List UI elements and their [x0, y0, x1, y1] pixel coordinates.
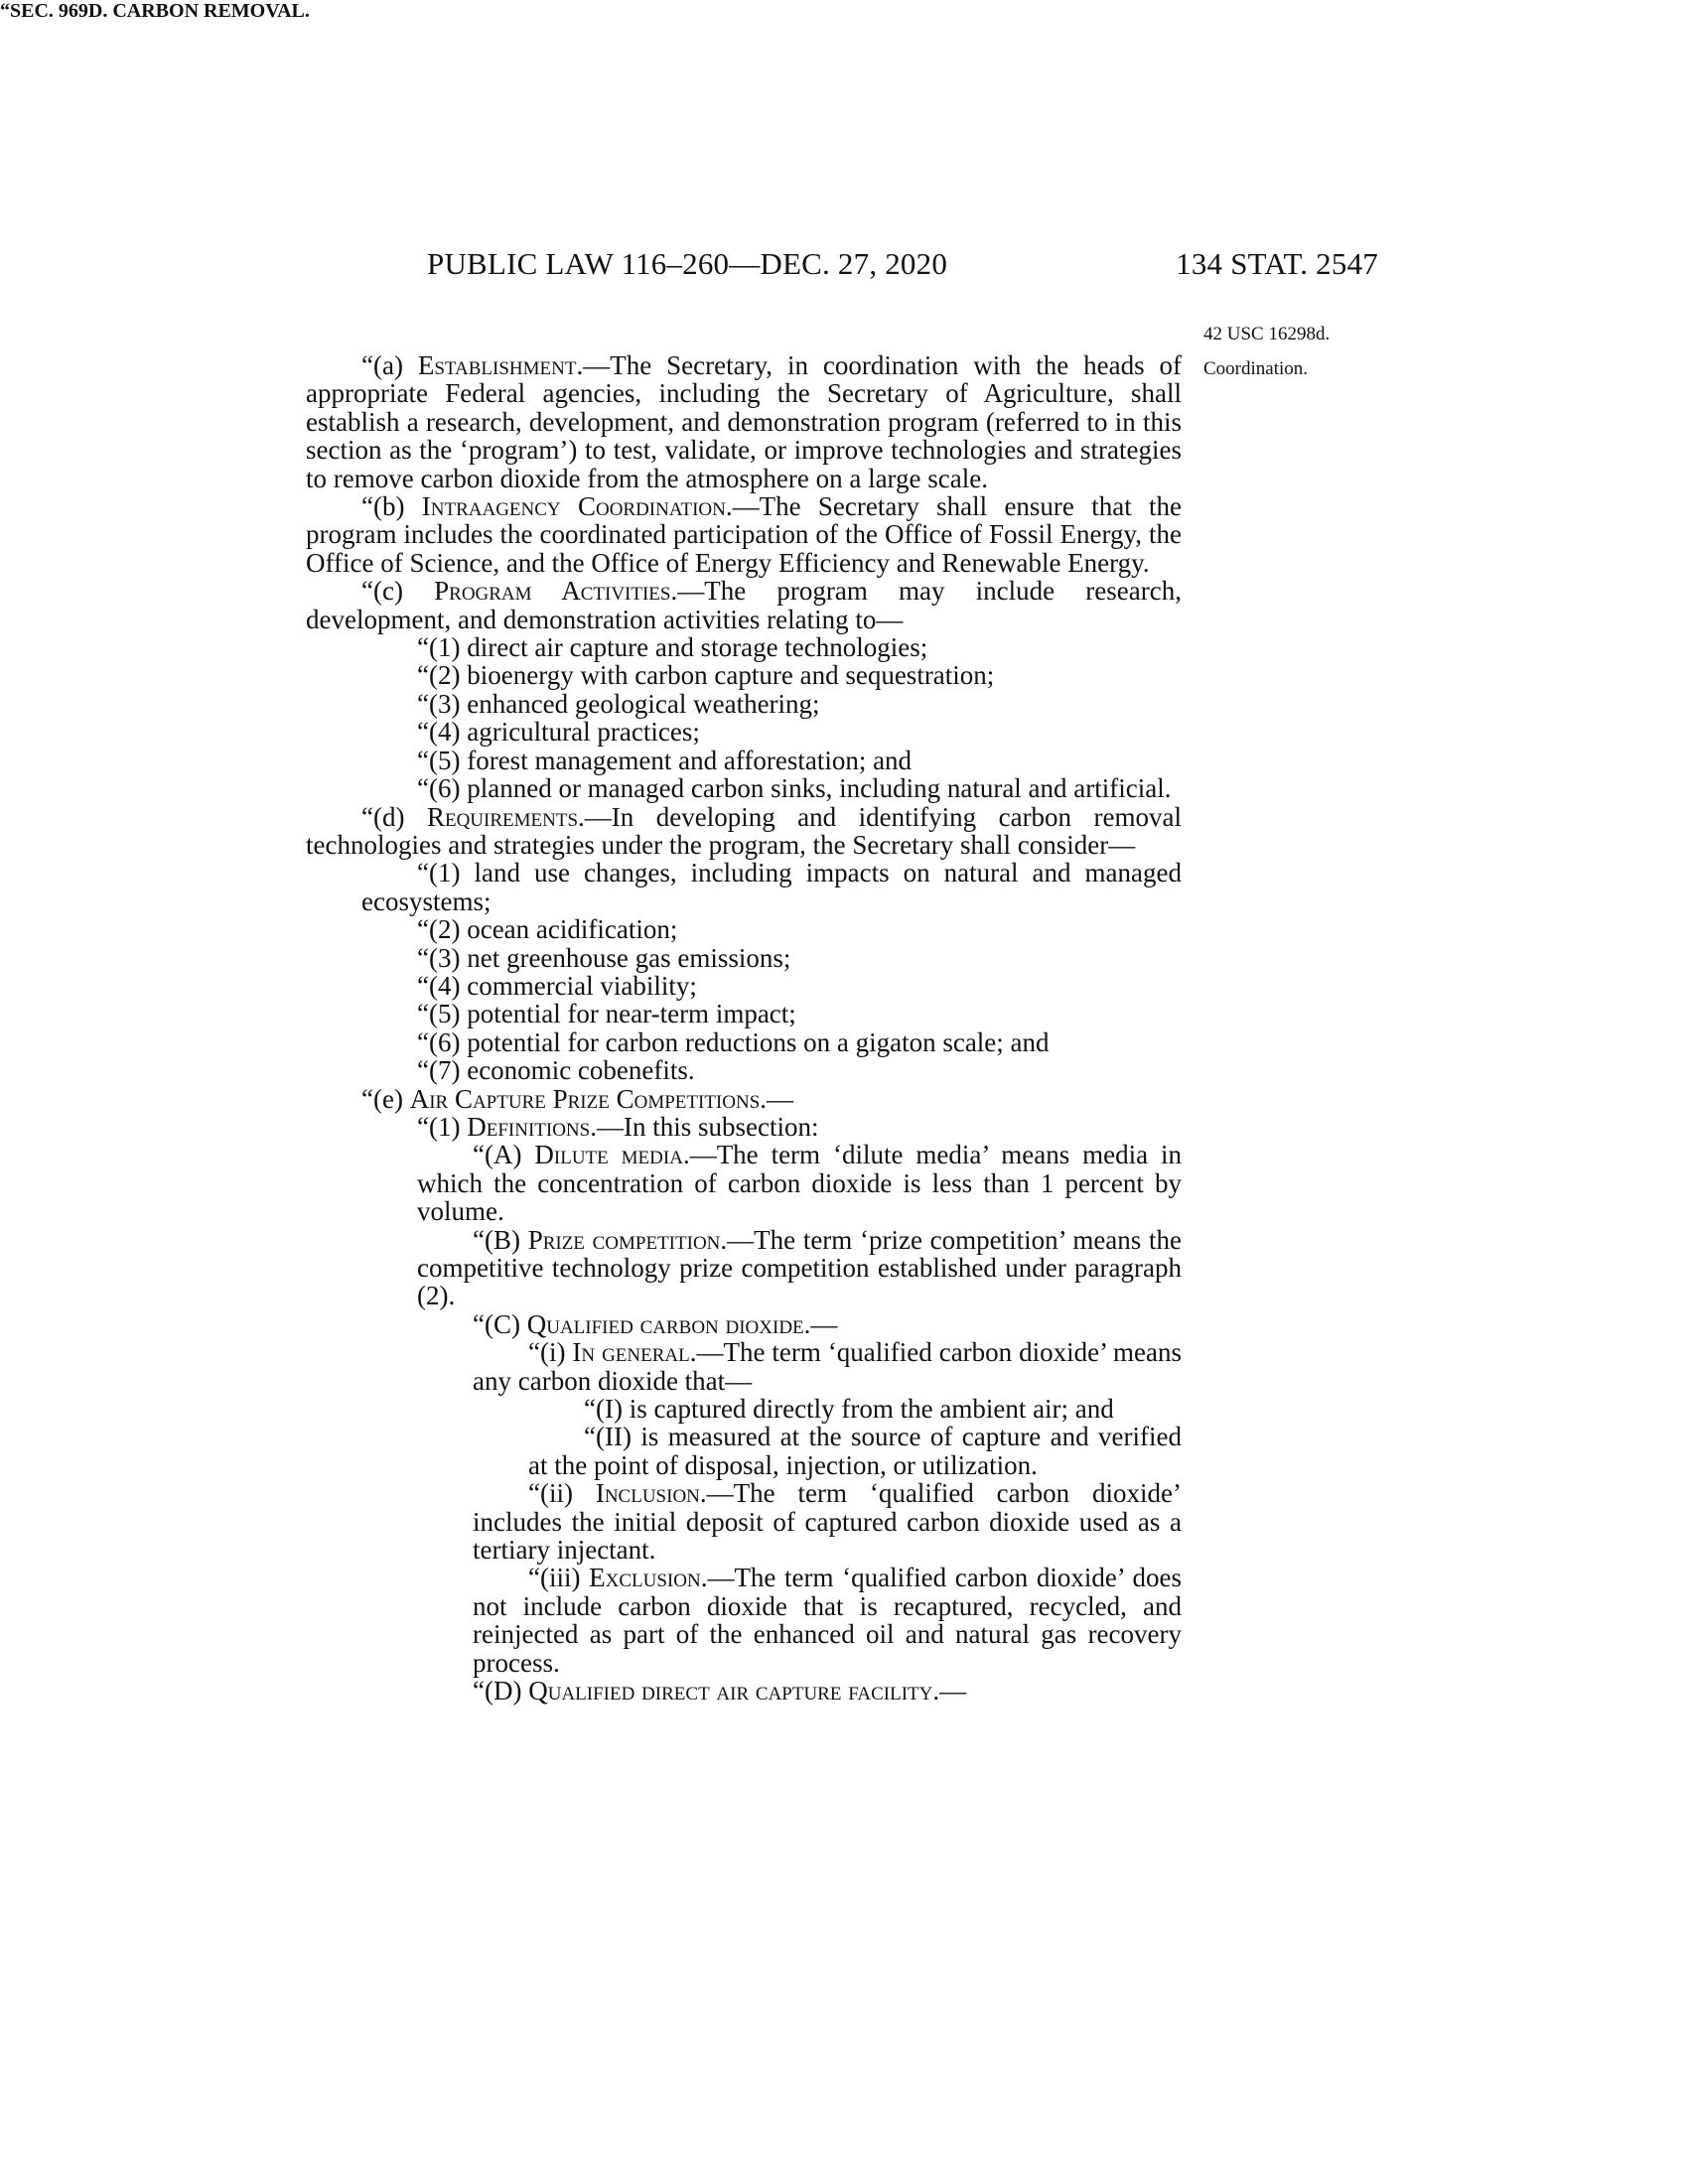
paragraph-text: agricultural practices;	[467, 717, 700, 748]
clause-c-iii	[306, 1564, 1182, 1677]
paragraph-e-1	[306, 1113, 1182, 1141]
subsection-b	[306, 492, 1182, 577]
paragraph-lead: “(5)	[417, 745, 468, 775]
paragraph-text: direct air capture and storage technologies;	[467, 632, 928, 663]
paragraph-lead: “(b)	[361, 491, 422, 522]
subsection-a	[306, 351, 1182, 492]
paragraph-text: economic cobenefits.	[467, 1055, 695, 1086]
paragraph-lead: “(1)	[417, 632, 468, 663]
section-heading: “SEC. 969D. CARBON REMOVAL.	[0, 0, 310, 22]
paragraph-text: enhanced geological weathering;	[467, 688, 820, 719]
paragraph-text: .—The term ‘qualified carbon dioxide’ includes the initial deposit of captured carbon dioxide used as a tertiary injectant.	[473, 1478, 1182, 1566]
paragraph-lead: “(ii)	[528, 1478, 596, 1509]
paragraph-lead: “(5)	[417, 999, 468, 1029]
section-body	[306, 351, 1182, 1706]
paragraph-d-3	[306, 944, 1182, 972]
paragraph-lead: “(3)	[417, 942, 468, 973]
paragraph-text: is captured directly from the ambient air; and	[629, 1394, 1114, 1425]
paragraph-lead: “(3)	[417, 688, 468, 719]
paragraph-lead: “(4)	[417, 970, 468, 1001]
paragraph-lead: “(6)	[417, 1026, 468, 1057]
subparagraph-e-1-c	[306, 1310, 1182, 1338]
paragraph-text: .—The Secretary, in coordination with the heads of appropriate Federal agencies, including the Secretary of Agriculture, shall establish a research, development, and demonstration program (referred to in this section as the ‘program’) to test, validate, or improve technologies and strategies to remove carbon dioxide from the atmosphere on a large scale.	[306, 350, 1182, 493]
paragraph-text: potential for carbon reductions on a gigaton scale; and	[467, 1026, 1050, 1057]
paragraph-lead: “(i)	[528, 1337, 573, 1368]
paragraph-text: potential for near-term impact;	[467, 999, 796, 1029]
paragraph-lead: “(iii)	[528, 1563, 590, 1593]
paragraph-d-4	[306, 972, 1182, 1000]
paragraph-text: .—The term ‘dilute media’ means media in which the concentration of carbon dioxide is less than 1 percent by volume.	[417, 1140, 1183, 1227]
paragraph-c-6	[306, 774, 1182, 802]
subparagraph-e-1-b	[306, 1226, 1182, 1310]
paragraph-lead: “(c)	[361, 576, 435, 607]
paragraph-text: planned or managed carbon sinks, including natural and artificial.	[467, 773, 1172, 804]
paragraph-text: ocean acidification;	[467, 914, 678, 945]
paragraph-c-1	[306, 633, 1182, 661]
subsection-d	[306, 803, 1182, 860]
paragraph-text: net greenhouse gas emissions;	[467, 942, 791, 973]
paragraph-lead: “(D)	[473, 1676, 529, 1706]
paragraph-text: .—	[932, 1676, 967, 1706]
paragraph-lead: “(C)	[473, 1308, 527, 1339]
paragraph-text: commercial viability;	[467, 970, 697, 1001]
margin-note-usc: 42 USC 16298d.	[1203, 324, 1331, 344]
paragraph-lead: “(a)	[361, 350, 418, 380]
paragraph-text: is measured at the source of capture and verified at the point of disposal, injection, or utilization.	[528, 1422, 1182, 1480]
statute-page-citation: 134 STAT. 2547	[1176, 246, 1378, 281]
subclause-c-i-I	[306, 1395, 1182, 1423]
paragraph-caption: Inclusion	[595, 1478, 700, 1509]
paragraph-lead: “(4)	[417, 717, 468, 748]
paragraph-lead: “(1)	[417, 1111, 468, 1142]
paragraph-lead: “(d)	[361, 801, 427, 832]
paragraph-text: .—The program may include research, development, and demonstration activities relating to—	[306, 576, 1182, 634]
subclause-c-i-II	[306, 1423, 1182, 1479]
paragraph-text: .—	[803, 1308, 838, 1339]
paragraph-caption: Intraagency Coordination	[421, 491, 726, 522]
paragraph-d-2	[306, 915, 1182, 943]
paragraph-lead: “(e)	[361, 1083, 410, 1114]
paragraph-caption: Prize competition	[527, 1224, 721, 1255]
paragraph-lead: “(2)	[417, 914, 468, 945]
subsection-c	[306, 577, 1182, 633]
paragraph-caption: Exclusion	[589, 1563, 701, 1593]
paragraph-text: bioenergy with carbon capture and sequestration;	[467, 660, 995, 691]
paragraph-text: .—The Secretary shall ensure that the program includes the coordinated participation of the Office of Fossil Energy, the Office of Science, and the Office of Energy Efficiency and Renewable Energy.	[306, 491, 1182, 578]
paragraph-lead: “(2)	[417, 660, 468, 691]
subsection-e	[306, 1085, 1182, 1113]
paragraph-c-3	[306, 690, 1182, 718]
paragraph-text: land use changes, including impacts on natural and managed ecosystems;	[361, 858, 1182, 916]
subparagraph-e-1-d	[306, 1677, 1182, 1705]
paragraph-d-5	[306, 1000, 1182, 1027]
paragraph-text: forest management and afforestation; and	[467, 745, 913, 775]
clause-c-i	[306, 1338, 1182, 1395]
paragraph-lead: “(II)	[584, 1422, 641, 1452]
paragraph-text: .—The term ‘qualified carbon dioxide’ means any carbon dioxide that—	[473, 1337, 1183, 1396]
paragraph-lead: “(7)	[417, 1055, 468, 1086]
paragraph-d-7	[306, 1056, 1182, 1084]
paragraph-caption: Program Activities	[434, 576, 671, 607]
paragraph-lead: “(1)	[417, 858, 475, 888]
running-head: PUBLIC LAW 116–260—DEC. 27, 2020	[427, 246, 948, 281]
paragraph-c-5	[306, 747, 1182, 774]
paragraph-d-1	[306, 859, 1182, 915]
paragraph-caption: Requirements	[426, 801, 579, 832]
paragraph-text: .—In this subsection:	[590, 1111, 819, 1142]
subparagraph-e-1-a	[306, 1141, 1182, 1225]
paragraph-caption: Establishment	[417, 350, 577, 380]
paragraph-lead: “(I)	[584, 1394, 630, 1425]
paragraph-caption: Air Capture Prize Competitions	[409, 1083, 761, 1114]
margin-note-coordination: Coordination.	[1203, 358, 1309, 379]
paragraph-lead: “(A)	[473, 1140, 535, 1170]
paragraph-caption: Dilute media	[534, 1140, 683, 1170]
paragraph-c-4	[306, 718, 1182, 746]
paragraph-text: .—	[760, 1083, 794, 1114]
paragraph-lead: “(6)	[417, 773, 468, 804]
paragraph-caption: Definitions	[467, 1111, 591, 1142]
paragraph-text: .—In developing and identifying carbon removal technologies and strategies under the program, the Secretary shall consider—	[306, 801, 1182, 860]
clause-c-ii	[306, 1479, 1182, 1564]
paragraph-caption: In general	[572, 1337, 690, 1368]
paragraph-caption: Qualified direct air capture facility	[528, 1676, 933, 1706]
paragraph-text: .—The term ‘prize competition’ means the competitive technology prize competition established under paragraph (2).	[417, 1224, 1182, 1311]
paragraph-d-6	[306, 1028, 1182, 1056]
paragraph-lead: “(B)	[473, 1224, 528, 1255]
paragraph-caption: Qualified carbon dioxide	[526, 1308, 804, 1339]
paragraph-c-2	[306, 661, 1182, 689]
paragraph-text: .—The term ‘qualified carbon dioxide’ does not include carbon dioxide that is recaptured, recycled, and reinjected as part of the enhanced oil and natural gas recovery process.	[473, 1563, 1182, 1678]
